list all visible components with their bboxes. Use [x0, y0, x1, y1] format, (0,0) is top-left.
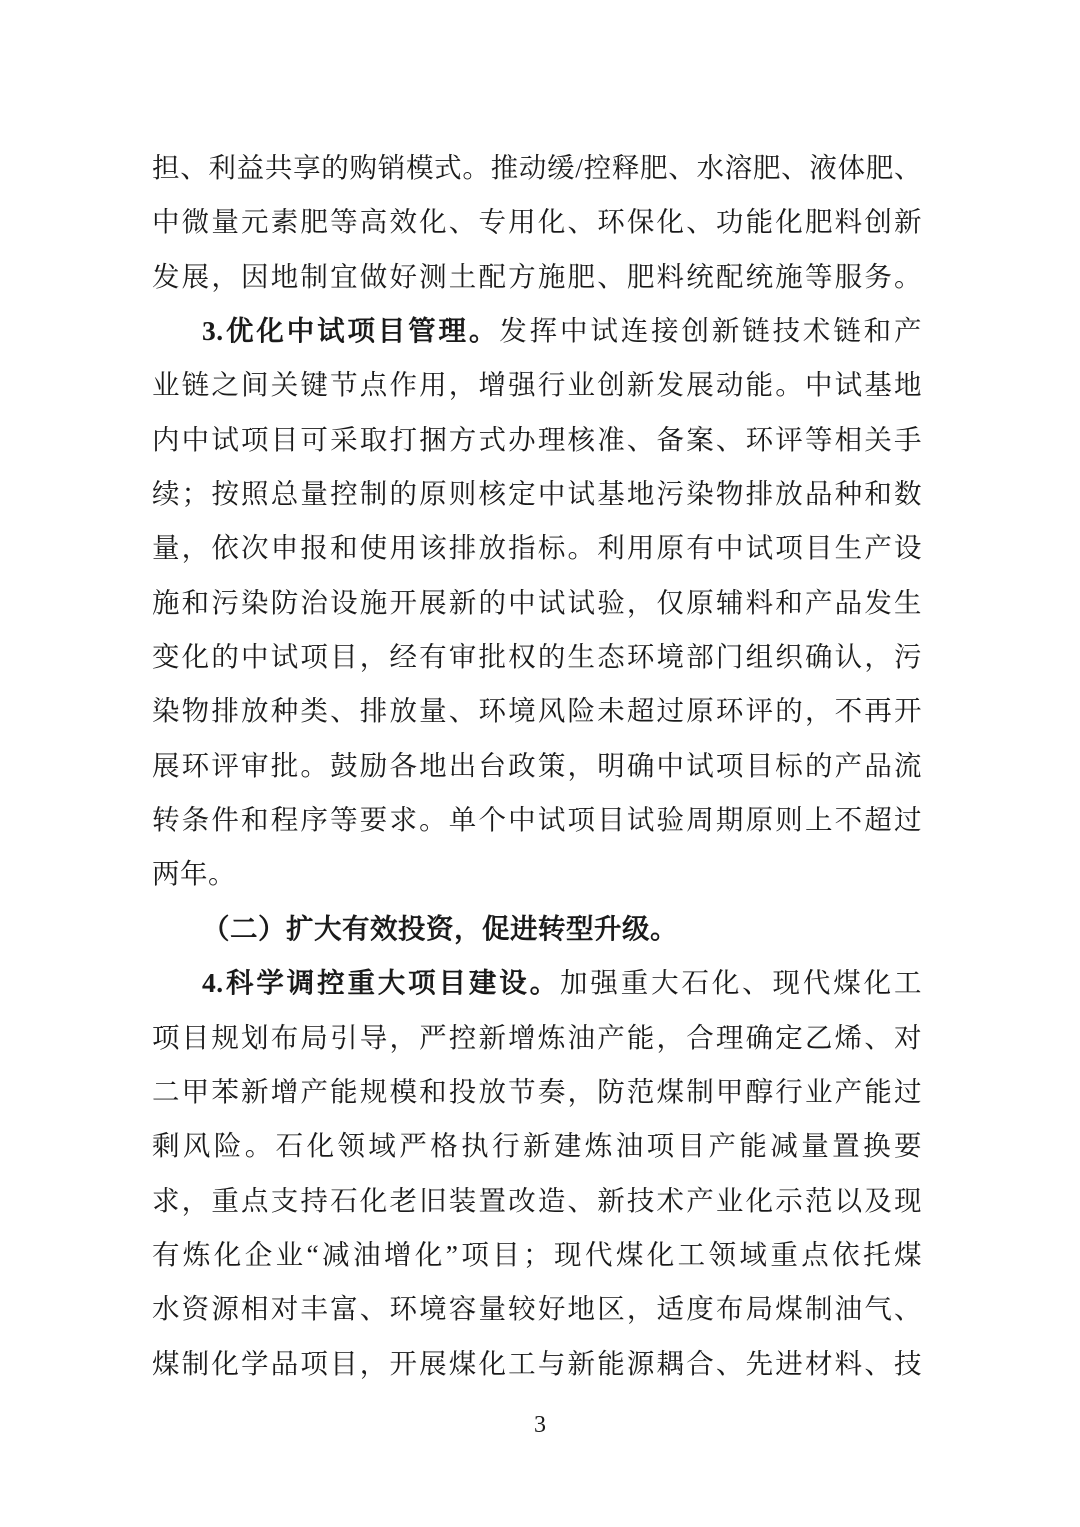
text-line — [152, 576, 922, 630]
text-line — [152, 1119, 922, 1173]
text-line — [152, 413, 922, 467]
text-line — [152, 1011, 922, 1065]
text-run: 求，重点支持石化老旧装置改造、新技术产业化示范以及现 — [152, 1184, 922, 1216]
text-run: 续；按照总量控制的原则核定中试基地污染物排放品种和数 — [152, 478, 922, 510]
text-run: 有炼化企业“减油增化”项目；现代煤化工领域重点依托煤 — [152, 1238, 922, 1270]
text-line — [152, 304, 922, 358]
text-line — [152, 739, 922, 793]
text-run: 加强重大石化、现代煤化工 — [560, 967, 922, 999]
text-run: 变化的中试项目，经有审批权的生态环境部门组织确认，污 — [152, 641, 922, 673]
text-run: 转条件和程序等要求。单个中试项目试验周期原则上不超过 — [152, 804, 922, 836]
text-line — [152, 358, 922, 412]
text-run: 担、利益共享的购销模式。推动缓/控释肥、水溶肥、液体肥、 — [152, 152, 922, 183]
bold-text-run: （二）扩大有效投资，促进转型升级。 — [202, 912, 678, 944]
text-line — [152, 902, 922, 956]
text-line — [152, 1065, 922, 1119]
document-body — [152, 141, 922, 1391]
text-line — [152, 195, 922, 249]
text-run: 二甲苯新增产能规模和投放节奏，防范煤制甲醇行业产能过 — [152, 1075, 922, 1107]
text-line — [152, 141, 922, 195]
text-line — [152, 521, 922, 575]
text-line — [152, 467, 922, 521]
text-line — [152, 630, 922, 684]
text-run: 展环评审批。鼓励各地出台政策，明确中试项目标的产品流 — [152, 749, 922, 781]
text-run: 两年。 — [152, 858, 236, 890]
page-number: 3 — [534, 1412, 546, 1438]
text-run: 染物排放种类、排放量、环境风险未超过原环评的，不再开 — [152, 695, 922, 727]
bold-text-run: 4.科学调控重大项目建设。 — [202, 967, 560, 999]
text-run: 量，依次申报和使用该排放指标。利用原有中试项目生产设 — [152, 532, 922, 564]
text-run: 项目规划布局引导，严控新增炼油产能，合理确定乙烯、对 — [152, 1021, 922, 1053]
text-run: 施和污染防治设施开展新的中试试验，仅原辅料和产品发生 — [152, 586, 922, 618]
text-line — [152, 956, 922, 1010]
text-line — [152, 793, 922, 847]
text-line — [152, 684, 922, 738]
text-line — [152, 1282, 922, 1336]
text-line — [152, 847, 922, 901]
text-run: 发挥中试连接创新链技术链和产 — [499, 315, 922, 347]
text-line — [152, 1174, 922, 1228]
text-run: 中微量元素肥等高效化、专用化、环保化、功能化肥料创新 — [152, 206, 922, 238]
text-line — [152, 1337, 922, 1391]
text-run: 业链之间关键节点作用，增强行业创新发展动能。中试基地 — [152, 369, 922, 401]
text-run: 煤制化学品项目，开展煤化工与新能源耦合、先进材料、技 — [152, 1347, 922, 1379]
text-run: 剩风险。石化领域严格执行新建炼油项目产能减量置换要 — [152, 1130, 922, 1162]
text-run: 发展，因地制宜做好测土配方施肥、肥料统配统施等服务。 — [152, 260, 922, 292]
text-run: 内中试项目可采取打捆方式办理核准、备案、环评等相关手 — [152, 423, 922, 455]
bold-text-run: 3.优化中试项目管理。 — [202, 315, 500, 347]
text-line — [152, 250, 922, 304]
text-line — [152, 1228, 922, 1282]
text-run: 水资源相对丰富、环境容量较好地区，适度布局煤制油气、 — [152, 1293, 922, 1325]
